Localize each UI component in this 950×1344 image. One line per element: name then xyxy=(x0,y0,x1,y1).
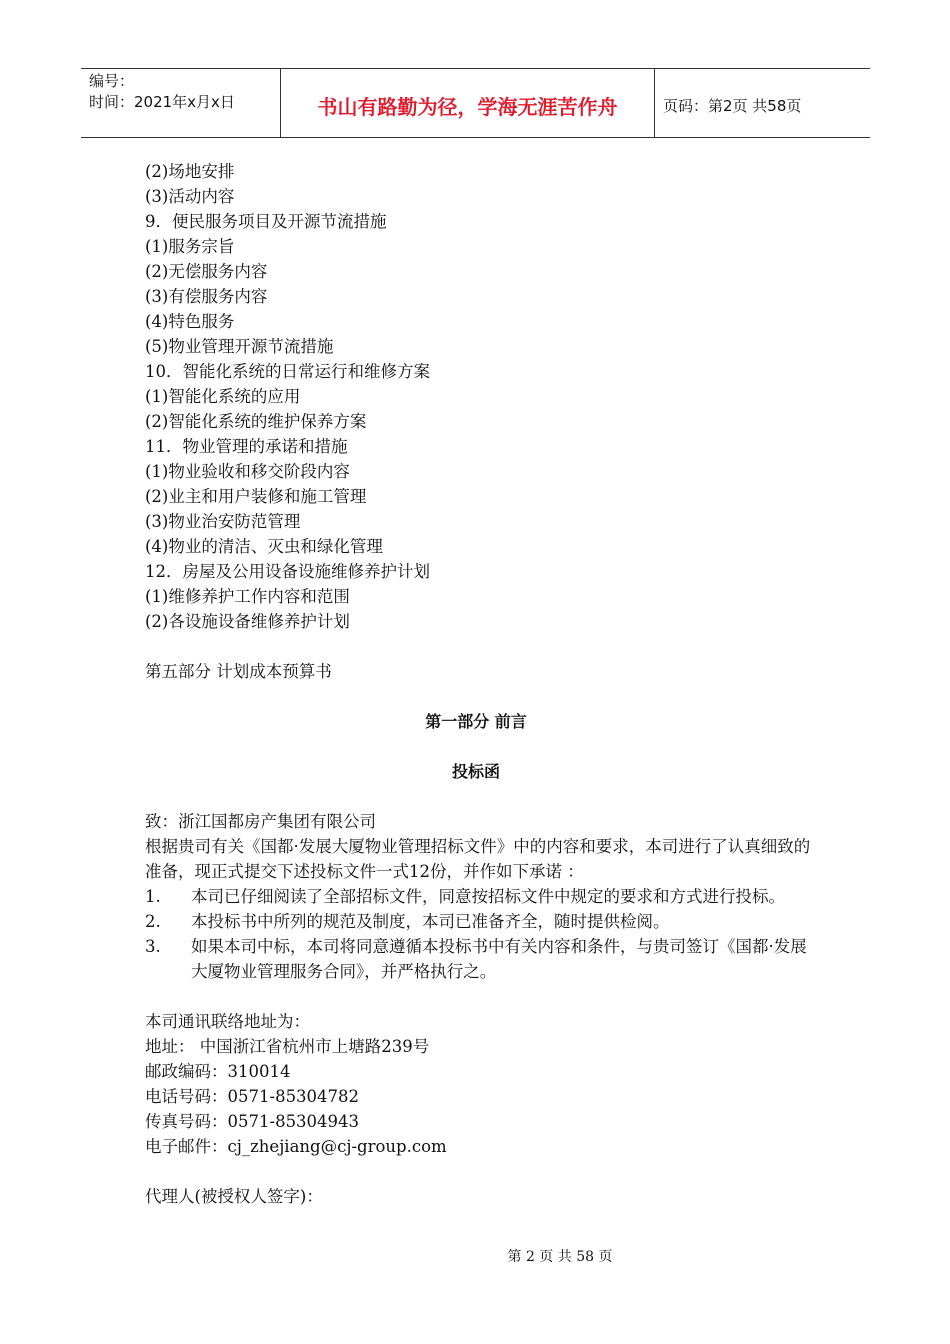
contact-fax: 传真号码：0571-85304943 xyxy=(145,1112,360,1131)
toc-item: (1)维修养护工作内容和范围 xyxy=(145,587,350,606)
page-footer: 第 2 页 共 58 页 xyxy=(507,1249,613,1265)
toc-item: 12．房屋及公用设备设施维修养护计划 xyxy=(145,562,430,581)
letter-intro: 根据贵司有关《国都·发展大厦物业管理招标文件》中的内容和要求，本司进行了认真细致的准备，现正式提交下述投标文件一式12份，并作如下承诺 ： xyxy=(145,837,811,881)
toc-item: (4)物业的清洁、灭虫和绿化管理 xyxy=(145,537,383,556)
toc-item: (3)有偿服务内容 xyxy=(145,287,268,306)
agent-signature-line: 代理人(被授权人签字)： xyxy=(145,1187,323,1206)
header-number: 编号： xyxy=(89,72,135,90)
header-meta xyxy=(81,69,281,137)
header-time: 时间：2021年x月x日 xyxy=(89,93,235,111)
toc-item: (3)活动内容 xyxy=(145,187,235,206)
page-header xyxy=(81,68,870,138)
commitment-number: 2. xyxy=(145,912,161,931)
toc-item: (2)场地安排 xyxy=(145,162,235,181)
contact-email: 电子邮件：cj_zhejiang@cj-group.com xyxy=(145,1137,447,1156)
commitment-text: 本投标书中所列的规范及制度，本司已准备齐全，随时提供检阅。 xyxy=(191,912,670,931)
toc-item: (2)业主和用户装修和施工管理 xyxy=(145,487,367,506)
toc-item: (1)智能化系统的应用 xyxy=(145,387,301,406)
toc-item: (1)物业验收和移交阶段内容 xyxy=(145,462,350,481)
toc-item: (4)特色服务 xyxy=(145,312,235,331)
toc-item: (2)智能化系统的维护保养方案 xyxy=(145,412,367,431)
commitment-number: 1. xyxy=(145,887,161,906)
letter-title: 投标函 xyxy=(451,762,500,781)
header-page-info: 页码：第2页 共58页 xyxy=(663,96,802,115)
toc-item: (1)服务宗旨 xyxy=(145,237,235,256)
contact-address: 地址： 中国浙江省杭州市上塘路239号 xyxy=(145,1037,430,1056)
toc-item: 11．物业管理的承诺和措施 xyxy=(145,437,348,456)
commitment-item xyxy=(145,884,815,909)
toc-item: (2)各设施设备维修养护计划 xyxy=(145,612,350,631)
commitment-item xyxy=(145,909,815,934)
commitment-text: 如果本司中标，本司将同意遵循本投标书中有关内容和条件，与贵司签订《国都·发展大厦物业管理服务合同》，并严格执行之。 xyxy=(191,937,807,981)
contact-postcode: 邮政编码：310014 xyxy=(145,1062,291,1081)
commitment-item xyxy=(145,934,815,984)
commitment-number: 3. xyxy=(145,937,161,956)
contact-heading: 本司通讯联络地址为： xyxy=(145,1012,310,1031)
header-motto: 书山有路勤为径，学海无涯苦作舟 xyxy=(281,69,655,137)
contact-phone: 电话号码：0571-85304782 xyxy=(145,1087,360,1106)
toc-list xyxy=(145,159,815,634)
toc-part5: 第五部分 计划成本预算书 xyxy=(145,662,332,681)
toc-item: (5)物业管理开源节流措施 xyxy=(145,337,334,356)
document-body xyxy=(145,159,815,1209)
letter-recipient: 致：浙江国都房产集团有限公司 xyxy=(145,812,376,831)
section-title-preface: 第一部分 前言 xyxy=(425,712,527,731)
toc-item: 9．便民服务项目及开源节流措施 xyxy=(145,212,387,231)
toc-item: (2)无偿服务内容 xyxy=(145,262,268,281)
toc-item: (3)物业治安防范管理 xyxy=(145,512,301,531)
toc-item: 10．智能化系统的日常运行和维修方案 xyxy=(145,362,430,381)
commitment-text: 本司已仔细阅读了全部招标文件，同意按招标文件中规定的要求和方式进行投标。 xyxy=(191,887,785,906)
